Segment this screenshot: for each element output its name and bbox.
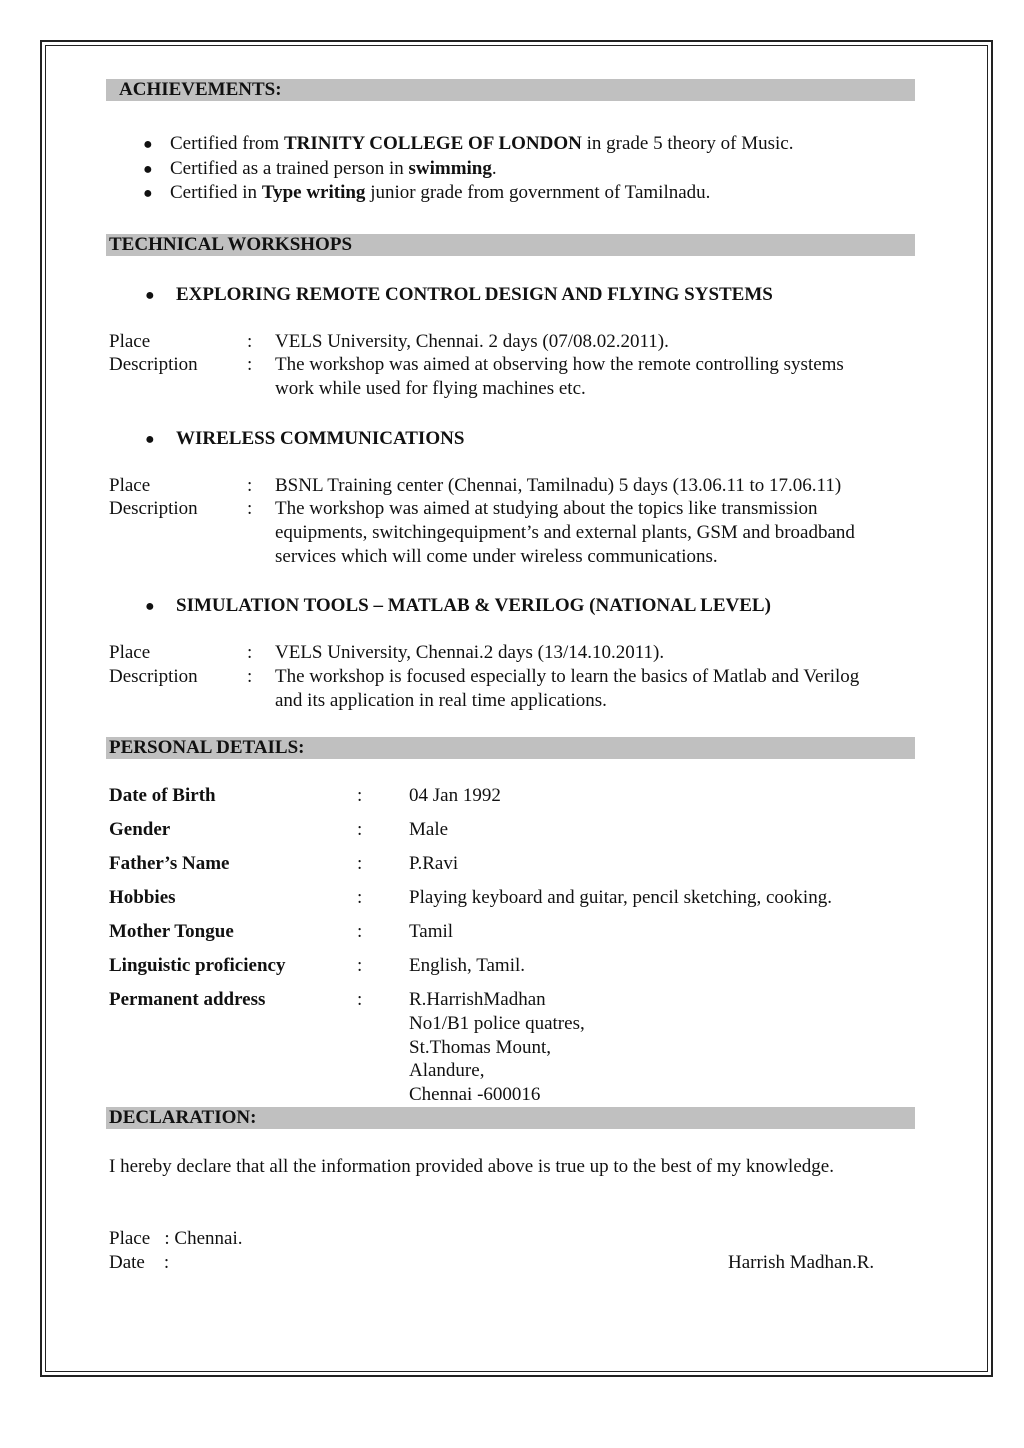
bullet-icon: ● bbox=[145, 598, 155, 615]
workshop-place: BSNL Training center (Chennai, Tamilnadu) 5 days (13.06.11 to 17.06.11) bbox=[275, 475, 842, 496]
detail-value: Tamil bbox=[409, 921, 454, 942]
workshop-description-line: work while used for flying machines etc. bbox=[275, 378, 586, 399]
detail-value: English, Tamil. bbox=[409, 955, 526, 976]
personal-header-bar bbox=[106, 737, 915, 759]
detail-value: Male bbox=[409, 819, 449, 840]
achievement-item bbox=[143, 181, 153, 206]
workshop-title: EXPLORING REMOTE CONTROL DESIGN AND FLYING SYSTEMS bbox=[176, 284, 773, 305]
colon: : bbox=[357, 853, 363, 874]
detail-label: Gender bbox=[109, 819, 171, 840]
description-label: Description bbox=[109, 666, 198, 687]
detail-label: Father’s Name bbox=[109, 853, 230, 874]
bullet-icon: ● bbox=[143, 136, 153, 153]
achievement-item bbox=[143, 157, 153, 182]
declaration-place: Place : Chennai. bbox=[109, 1228, 243, 1249]
description-label: Description bbox=[109, 498, 198, 519]
detail-label: Linguistic proficiency bbox=[109, 955, 286, 976]
workshop-description-line: services which will come under wireless communications. bbox=[275, 546, 718, 567]
achievements-heading: ACHIEVEMENTS: bbox=[119, 79, 282, 100]
achievements-header-bar bbox=[106, 79, 915, 101]
workshops-heading: TECHNICAL WORKSHOPS bbox=[109, 234, 353, 255]
address-line: No1/B1 police quatres, bbox=[409, 1013, 585, 1034]
colon: : bbox=[357, 819, 363, 840]
signature-name: Harrish Madhan.R. bbox=[728, 1252, 875, 1273]
colon: : bbox=[247, 354, 253, 375]
colon: : bbox=[247, 331, 253, 352]
address-line: Chennai -600016 bbox=[409, 1084, 541, 1105]
colon: : bbox=[357, 921, 363, 942]
workshops-header-bar bbox=[106, 234, 915, 256]
declaration-header-bar bbox=[106, 1107, 915, 1129]
bullet-icon: ● bbox=[143, 185, 153, 202]
declaration-text: I hereby declare that all the information provided above is true up to the best of my knowledge. bbox=[109, 1156, 834, 1177]
detail-label: Date of Birth bbox=[109, 785, 216, 806]
achievement-item bbox=[143, 132, 153, 157]
detail-label: Mother Tongue bbox=[109, 921, 234, 942]
workshop-title: SIMULATION TOOLS – MATLAB & VERILOG (NATIONAL LEVEL) bbox=[176, 595, 771, 616]
workshop-place: VELS University, Chennai. 2 days (07/08.02.2011). bbox=[275, 331, 669, 352]
declaration-heading: DECLARATION: bbox=[109, 1107, 257, 1128]
colon: : bbox=[357, 989, 363, 1010]
colon: : bbox=[357, 955, 363, 976]
place-label: Place bbox=[109, 331, 151, 352]
bullet-icon: ● bbox=[145, 431, 155, 448]
achievement-text: Certified in Type writing junior grade from government of Tamilnadu. bbox=[170, 182, 711, 203]
address-line: Alandure, bbox=[409, 1060, 485, 1081]
colon: : bbox=[357, 785, 363, 806]
detail-value: P.Ravi bbox=[409, 853, 459, 874]
personal-heading: PERSONAL DETAILS: bbox=[109, 737, 305, 758]
description-label: Description bbox=[109, 354, 198, 375]
workshop-description-line: equipments, switchingequipment’s and external plants, GSM and broadband bbox=[275, 522, 855, 543]
achievement-text: Certified from TRINITY COLLEGE OF LONDON in grade 5 theory of Music. bbox=[170, 133, 794, 154]
colon: : bbox=[247, 666, 253, 687]
colon: : bbox=[247, 642, 253, 663]
address-line: St.Thomas Mount, bbox=[409, 1037, 551, 1058]
detail-value: R.HarrishMadhan bbox=[409, 989, 546, 1010]
workshop-place: VELS University, Chennai.2 days (13/14.10.2011). bbox=[275, 642, 665, 663]
colon: : bbox=[247, 475, 253, 496]
declaration-date: Date : bbox=[109, 1252, 170, 1273]
detail-label: Permanent address bbox=[109, 989, 266, 1010]
colon: : bbox=[247, 498, 253, 519]
place-label: Place bbox=[109, 475, 151, 496]
workshop-title: WIRELESS COMMUNICATIONS bbox=[176, 428, 465, 449]
workshop-description-line: The workshop is focused especially to learn the basics of Matlab and Verilog bbox=[275, 666, 860, 687]
workshop-description-line: and its application in real time applications. bbox=[275, 690, 607, 711]
detail-value: 04 Jan 1992 bbox=[409, 785, 501, 806]
colon: : bbox=[357, 887, 363, 908]
workshop-description-line: The workshop was aimed at observing how the remote controlling systems bbox=[275, 354, 844, 375]
detail-label: Hobbies bbox=[109, 887, 176, 908]
bullet-icon: ● bbox=[143, 161, 153, 178]
achievement-text: Certified as a trained person in swimming. bbox=[170, 158, 497, 179]
bullet-icon: ● bbox=[145, 287, 155, 304]
place-label: Place bbox=[109, 642, 151, 663]
workshop-description-line: The workshop was aimed at studying about the topics like transmission bbox=[275, 498, 818, 519]
detail-value: Playing keyboard and guitar, pencil sketching, cooking. bbox=[409, 887, 832, 908]
